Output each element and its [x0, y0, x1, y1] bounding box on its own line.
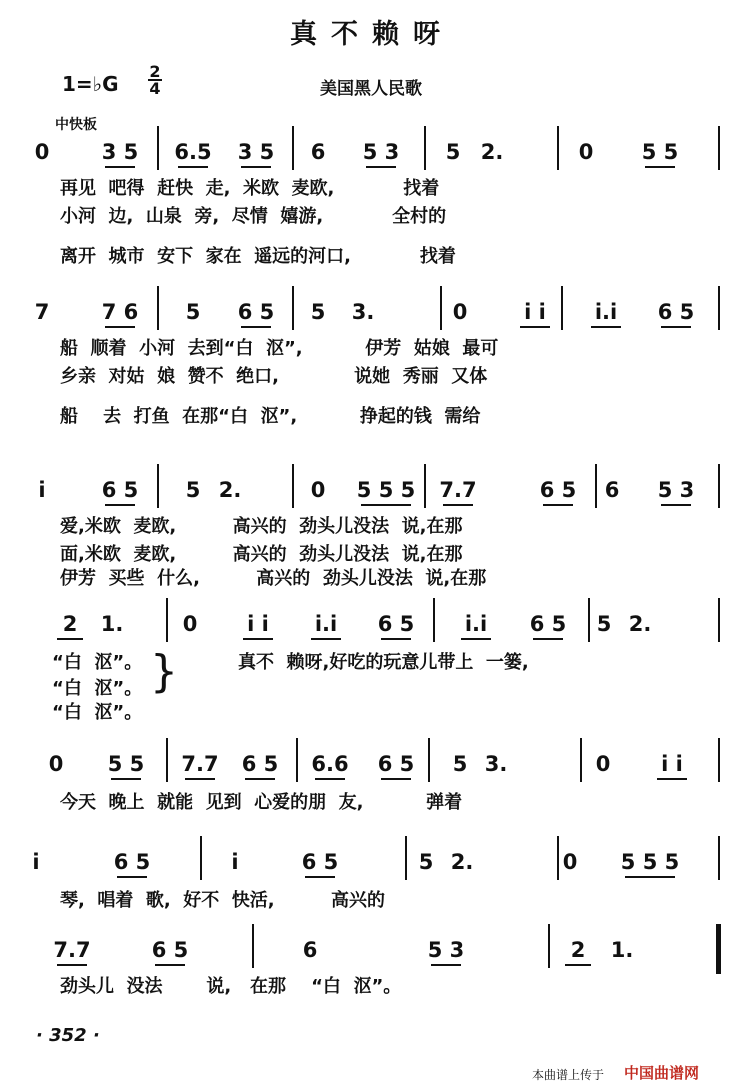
note: 2. [218, 478, 242, 502]
lyric-line: 小河 边, 山泉 旁, 尽情 嬉游, 全村的 [60, 206, 447, 227]
beam-underline [105, 326, 135, 328]
site-logo: 中国曲谱网 [624, 1064, 700, 1082]
note: 5 5 [107, 752, 145, 776]
lyric-line: 劲头儿 没法 说, 在那 “白 沤”。 [60, 976, 402, 997]
note: 3 5 [101, 140, 139, 164]
note: 6 5 [151, 938, 189, 962]
note: 5 [445, 140, 461, 164]
lyric-line: 再见 吧得 赶快 走, 米欧 麦欧, 找着 [60, 178, 440, 199]
note: 5 [596, 612, 612, 636]
beam-underline [178, 166, 208, 168]
beam-underline [57, 638, 83, 640]
note: i i [247, 612, 269, 636]
note: i [32, 850, 40, 874]
note: 0 [48, 752, 64, 776]
note: 2. [450, 850, 474, 874]
lyric-line: 船 顺着 小河 去到“白 沤”, 伊芳 姑娘 最可 [60, 338, 499, 359]
note: 5 3 [362, 140, 400, 164]
bar-line [595, 464, 597, 508]
bar-line [157, 286, 159, 330]
lyric-brace: } [150, 646, 178, 697]
note: 0 [452, 300, 468, 324]
note: 6 5 [377, 752, 415, 776]
bar-line [718, 126, 720, 170]
bar-line [157, 126, 159, 170]
beam-underline [311, 638, 341, 640]
bar-line [424, 126, 426, 170]
note: 5 [185, 478, 201, 502]
bar-line [296, 738, 298, 782]
bar-line [157, 464, 159, 508]
bar-line [718, 738, 720, 782]
beam-underline [625, 876, 675, 878]
note: 6 [310, 140, 326, 164]
lyric-line: 伊芳 买些 什么, 高兴的 劲头儿没法 说,在那 [60, 568, 487, 589]
beam-underline [111, 778, 141, 780]
lyric-line: 面,米欧 麦欧, 高兴的 劲头儿没法 说,在那 [60, 544, 463, 565]
bar-line [588, 598, 590, 642]
note: 1. [610, 938, 634, 962]
note: 6 5 [657, 300, 695, 324]
note: 7 6 [101, 300, 139, 324]
bar-line [405, 836, 407, 880]
beam-underline [245, 778, 275, 780]
note: 5 5 [641, 140, 679, 164]
note: 6 [604, 478, 620, 502]
beam-underline [105, 504, 135, 506]
note: 3 5 [237, 140, 275, 164]
bar-line [718, 598, 720, 642]
lyric-line: 琴, 唱着 歌, 好不 快活, 高兴的 [60, 890, 386, 911]
bar-line [561, 286, 563, 330]
bar-line [718, 464, 720, 508]
bar-line [200, 836, 202, 880]
bar-line [292, 126, 294, 170]
lyric-line: “白 沤”。 [52, 678, 143, 699]
beam-underline [543, 504, 573, 506]
lyric-line: 爱,米欧 麦欧, 高兴的 劲头儿没法 说,在那 [60, 516, 463, 537]
beam-underline [533, 638, 563, 640]
bar-line [433, 598, 435, 642]
lyric-line: 乡亲 对姑 娘 赞不 绝口, 说她 秀丽 又体 [60, 366, 488, 387]
note: i.i [464, 612, 488, 636]
beam-underline [461, 638, 491, 640]
beam-underline [241, 326, 271, 328]
bar-line [292, 464, 294, 508]
time-signature-top: 2 [149, 62, 161, 81]
bar-line [548, 924, 550, 968]
bar-line [716, 924, 721, 974]
song-source: 美国黑人民歌 [320, 79, 422, 99]
bar-line [718, 836, 720, 880]
bar-line [580, 738, 582, 782]
lyric-line: “白 沤”。 [52, 652, 143, 673]
note: i i [524, 300, 546, 324]
beam-underline [591, 326, 621, 328]
song-title: 真不赖呀 [290, 19, 454, 50]
beam-underline [645, 166, 675, 168]
bar-line [557, 126, 559, 170]
note: 0 [562, 850, 578, 874]
note: 0 [595, 752, 611, 776]
beam-underline [366, 166, 396, 168]
note: 2 [62, 612, 78, 636]
note: 6 5 [377, 612, 415, 636]
beam-underline [520, 326, 550, 328]
bar-line [252, 924, 254, 968]
beam-underline [661, 326, 691, 328]
beam-underline [241, 166, 271, 168]
bar-line [440, 286, 442, 330]
beam-underline [155, 964, 185, 966]
tempo-marking: 中快板 [55, 117, 97, 133]
page-number: · 352 · [36, 1025, 100, 1046]
note: 0 [34, 140, 50, 164]
lyric-line: “白 沤”。 [52, 702, 143, 723]
bar-line [428, 738, 430, 782]
beam-underline [361, 504, 411, 506]
beam-underline [243, 638, 273, 640]
bar-line [166, 598, 168, 642]
note: 6 5 [101, 478, 139, 502]
lyric-line: 离开 城市 安下 家在 遥远的河口, 找着 [60, 246, 456, 267]
beam-underline [565, 964, 591, 966]
beam-underline [431, 964, 461, 966]
note: i.i [314, 612, 338, 636]
chorus-lyric: 真不 赖呀,好吃的玩意儿带上 一篓, [238, 652, 529, 673]
note: 0 [182, 612, 198, 636]
note: 7 [34, 300, 50, 324]
lyric-line: 船 去 打鱼 在那“白 沤”, 挣起的钱 需给 [60, 406, 481, 427]
key-signature: 1=♭G [62, 72, 119, 96]
note: 5 [418, 850, 434, 874]
note: 2 [570, 938, 586, 962]
note: 2. [628, 612, 652, 636]
note: 0 [310, 478, 326, 502]
beam-underline [381, 778, 411, 780]
lyric-line: 今天 晚上 就能 见到 心爱的朋 友, 弹着 [60, 792, 463, 813]
note: 7.7 [53, 938, 91, 962]
beam-underline [657, 778, 687, 780]
note: 5 5 5 [620, 850, 680, 874]
note: 7.7 [181, 752, 219, 776]
note: 3. [484, 752, 508, 776]
bar-line [166, 738, 168, 782]
note: 5 3 [657, 478, 695, 502]
beam-underline [315, 778, 345, 780]
note: 0 [578, 140, 594, 164]
beam-underline [443, 504, 473, 506]
beam-underline [105, 166, 135, 168]
footer-text: 本曲谱上传于 [532, 1068, 605, 1082]
note: 6 5 [113, 850, 151, 874]
note: i i [661, 752, 683, 776]
note: i [38, 478, 46, 502]
beam-underline [185, 778, 215, 780]
note: 6 5 [539, 478, 577, 502]
note: 5 [452, 752, 468, 776]
note: 6 5 [529, 612, 567, 636]
note: 6 5 [301, 850, 339, 874]
note: i [231, 850, 239, 874]
note: 5 [310, 300, 326, 324]
note: 1. [100, 612, 124, 636]
bar-line [557, 836, 559, 880]
beam-underline [57, 964, 87, 966]
beam-underline [661, 504, 691, 506]
note: 3. [351, 300, 375, 324]
note: 5 3 [427, 938, 465, 962]
note: 6.5 [174, 140, 212, 164]
note: 6 5 [241, 752, 279, 776]
beam-underline [381, 638, 411, 640]
note: 2. [480, 140, 504, 164]
beam-underline [305, 876, 335, 878]
note: 6.6 [311, 752, 349, 776]
note: i.i [594, 300, 618, 324]
time-signature [148, 64, 162, 96]
note: 7.7 [439, 478, 477, 502]
note: 5 5 5 [356, 478, 416, 502]
time-signature-bottom: 4 [149, 79, 161, 98]
note: 6 5 [237, 300, 275, 324]
bar-line [424, 464, 426, 508]
bar-line [718, 286, 720, 330]
note: 6 [302, 938, 318, 962]
note: 5 [185, 300, 201, 324]
beam-underline [117, 876, 147, 878]
bar-line [292, 286, 294, 330]
